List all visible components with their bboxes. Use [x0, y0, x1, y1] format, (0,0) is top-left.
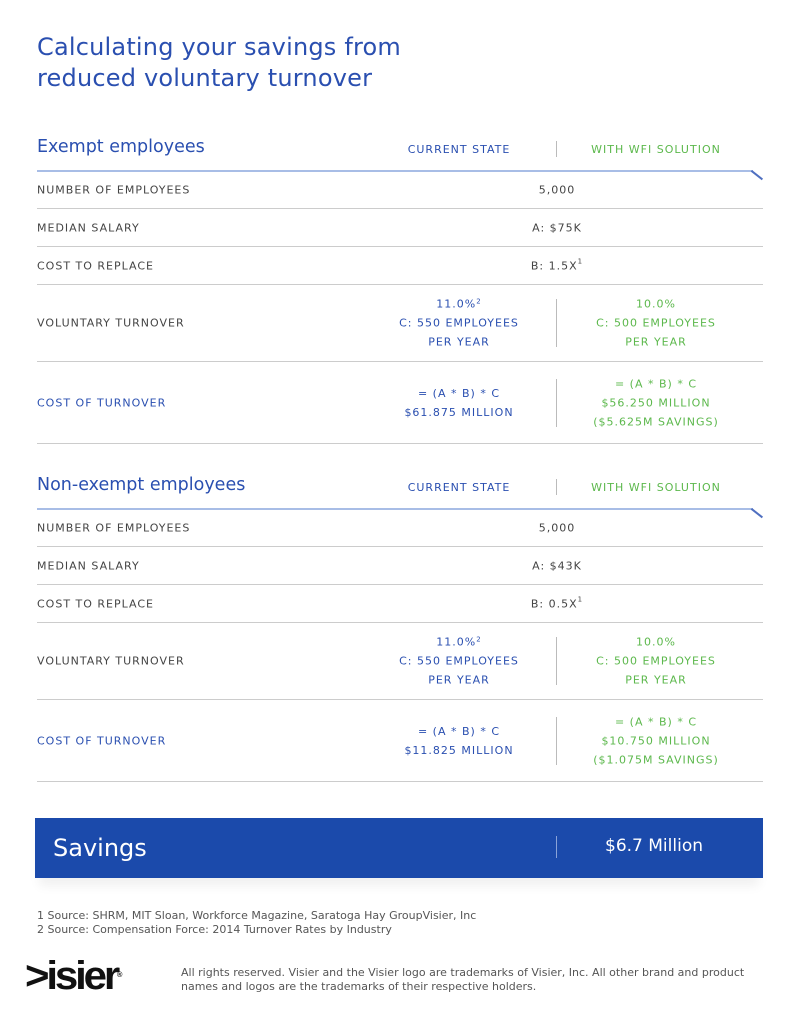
current-text: PER YEAR [428, 335, 490, 349]
current-state-header: CURRENT STATE [407, 481, 511, 494]
row-salary [37, 547, 763, 585]
divider [556, 717, 557, 765]
current-text: PER YEAR [428, 673, 490, 687]
title-line-2: reduced voluntary turnover [37, 64, 373, 92]
current-line [387, 384, 531, 403]
row-turnover [37, 623, 763, 700]
footnotes [37, 909, 476, 937]
row-value [507, 183, 607, 196]
footnote-1: 1 Source: SHRM, MIT Sloan, Workforce Magazine, Saratoga Hay GroupVisier, Inc [37, 909, 477, 922]
non-exempt-section [37, 467, 763, 782]
row-label: MEDIAN SALARY [37, 221, 140, 234]
section-header [37, 467, 763, 509]
current-line [387, 633, 531, 652]
current-line [387, 652, 531, 671]
row-label: MEDIAN SALARY [37, 559, 140, 572]
savings-label: Savings [53, 834, 147, 862]
row-value [507, 259, 607, 272]
footnote-ref: 1 [577, 595, 584, 603]
wfi-text: 10.0% [636, 635, 676, 649]
row-label: VOLUNTARY TURNOVER [37, 654, 185, 668]
row-label: COST OF TURNOVER [37, 396, 167, 409]
row-salary [37, 209, 763, 247]
exempt-section [37, 129, 763, 444]
current-text: 11.0% [436, 297, 477, 311]
section-title: Exempt employees [37, 137, 205, 157]
wfi-line [577, 712, 735, 731]
row-value [507, 521, 607, 534]
divider [556, 637, 557, 685]
current-state-value [387, 722, 531, 760]
wfi-text: PER YEAR [625, 673, 687, 687]
wfi-solution-header: WITH WFI SOLUTION [591, 143, 721, 156]
row-turnover [37, 285, 763, 362]
row-label: NUMBER OF EMPLOYEES [37, 183, 191, 196]
wfi-solution-value [577, 374, 735, 431]
wfi-text: $10.750 MILLION [601, 734, 711, 747]
wfi-line [577, 633, 735, 652]
value-text: B: 1.5X [530, 259, 578, 272]
row-label: NUMBER OF EMPLOYEES [37, 521, 191, 534]
savings-amount: $6.7 Million [605, 836, 703, 856]
wfi-text: 10.0% [636, 297, 676, 311]
value-text: A: $75K [532, 221, 582, 234]
wfi-text: PER YEAR [625, 335, 687, 349]
wfi-line [577, 652, 735, 671]
wfi-line [577, 374, 735, 393]
section-title: Non-exempt employees [37, 475, 246, 495]
wfi-text: $56.250 MILLION [601, 396, 711, 409]
current-text: $61.875 MILLION [404, 405, 514, 419]
divider [556, 379, 557, 427]
footnote-ref: 1 [577, 257, 584, 265]
value-text: 5,000 [538, 521, 576, 534]
wfi-line [577, 333, 735, 352]
wfi-line [577, 731, 735, 750]
legal-notice: All rights reserved. Visier and the Visier logo are trademarks of Visier, Inc. All other brand and product names and logos are the trademarks of their respective holders. [181, 966, 745, 993]
current-line [387, 722, 531, 741]
wfi-line [577, 671, 735, 690]
current-line [387, 671, 531, 690]
wfi-line [577, 750, 735, 769]
savings-banner [35, 818, 763, 878]
page-title [37, 32, 401, 94]
logo-wordmark: >isier [25, 954, 118, 998]
wfi-text: ($5.625M SAVINGS) [593, 415, 719, 428]
section-header [37, 129, 763, 171]
row-value [507, 221, 607, 234]
row-label: VOLUNTARY TURNOVER [37, 316, 185, 330]
current-state-header: CURRENT STATE [407, 143, 511, 156]
footnote-ref: 2 [476, 635, 482, 644]
row-cost [37, 362, 763, 444]
value-text: B: 0.5X [530, 597, 578, 610]
wfi-line [577, 314, 735, 333]
row-employees [37, 171, 763, 209]
row-cost [37, 700, 763, 782]
wfi-line [577, 393, 735, 412]
divider [556, 299, 557, 347]
row-replace [37, 585, 763, 623]
current-text: = (A * B) * C [417, 386, 501, 400]
current-state-value [387, 295, 531, 352]
row-value [507, 597, 607, 610]
row-label: COST TO REPLACE [37, 259, 154, 272]
wfi-solution-value [577, 295, 735, 352]
visier-logo [25, 954, 123, 998]
row-value [507, 559, 607, 572]
wfi-text: = (A * B) * C [614, 715, 698, 728]
row-label: COST OF TURNOVER [37, 734, 167, 747]
wfi-solution-header: WITH WFI SOLUTION [591, 481, 721, 494]
value-text: A: $43K [532, 559, 582, 572]
wfi-text: = (A * B) * C [614, 377, 698, 390]
current-text: C: 550 EMPLOYEES [399, 316, 519, 330]
wfi-line [577, 295, 735, 314]
current-text: $11.825 MILLION [404, 743, 514, 757]
divider [556, 141, 557, 157]
current-line [387, 314, 531, 333]
footnote-ref: 2 [476, 297, 482, 306]
wfi-text: C: 500 EMPLOYEES [596, 316, 716, 330]
wfi-text: ($1.075M SAVINGS) [593, 753, 719, 766]
row-replace [37, 247, 763, 285]
footnote-2: 2 Source: Compensation Force: 2014 Turnover Rates by Industry [37, 923, 392, 936]
value-text: 5,000 [538, 183, 576, 196]
current-text: = (A * B) * C [417, 724, 501, 738]
divider [556, 836, 557, 858]
current-text: 11.0% [436, 635, 477, 649]
current-state-value [387, 633, 531, 690]
current-line [387, 333, 531, 352]
current-text: C: 550 EMPLOYEES [399, 654, 519, 668]
wfi-solution-value [577, 633, 735, 690]
row-label: COST TO REPLACE [37, 597, 154, 610]
current-line [387, 403, 531, 422]
current-line [387, 295, 531, 314]
divider [556, 479, 557, 495]
row-employees [37, 509, 763, 547]
wfi-text: C: 500 EMPLOYEES [596, 654, 716, 668]
wfi-line [577, 412, 735, 431]
wfi-solution-value [577, 712, 735, 769]
current-state-value [387, 384, 531, 422]
title-line-1: Calculating your savings from [37, 33, 401, 61]
current-line [387, 741, 531, 760]
registered-mark: ® [117, 972, 123, 979]
